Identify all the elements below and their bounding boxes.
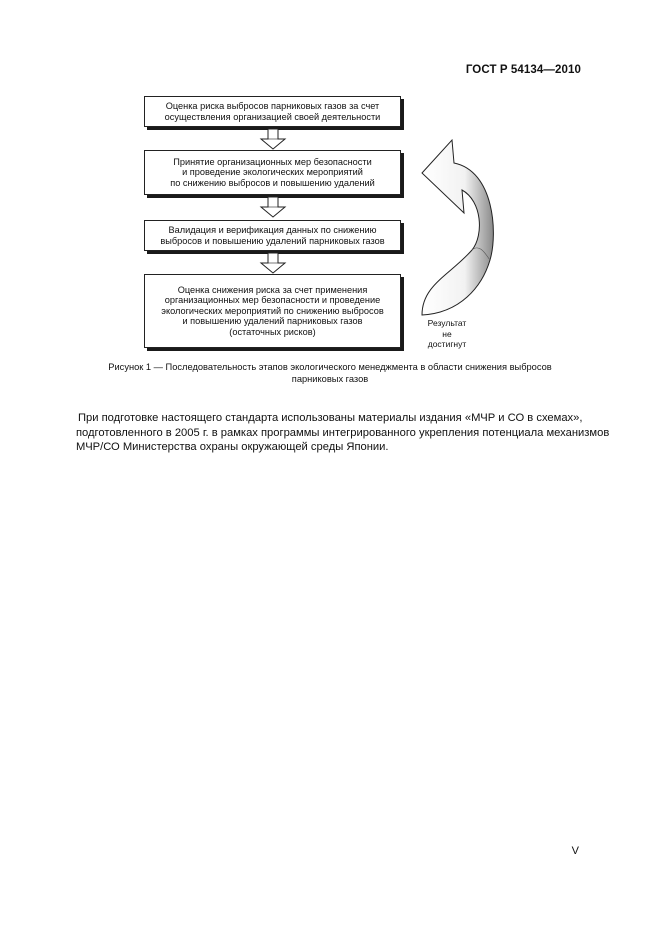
paragraph-line: МЧР/СО Министерства охраны окружающей среды Японии. — [76, 441, 389, 453]
caption-line: Рисунок 1 — Последовательность этапов экологического менеджмента в области снижения выбросов — [108, 362, 552, 372]
step-line: Оценка снижения риска за счет применения — [177, 284, 368, 295]
flow-step-validation — [144, 220, 401, 251]
figure-caption — [70, 361, 590, 385]
step-line: Принятие организационных мер безопасности — [173, 156, 372, 167]
step-line: Оценка риска выбросов парниковых газов за счет — [165, 101, 380, 112]
step-line: осуществления организацией своей деятельности — [164, 111, 381, 122]
step-line: и проведение экологических мероприятий — [182, 167, 363, 178]
caption-line: парниковых газов — [291, 374, 369, 384]
paragraph-line: При подготовке настоящего стандарта использованы материалы издания «МЧР и СО в схемах», — [78, 412, 583, 424]
down-arrow-icon — [258, 252, 288, 274]
down-arrow-icon — [258, 128, 288, 150]
step-line: организационных мер безопасности и проведение — [164, 295, 381, 306]
loop-label — [422, 318, 472, 350]
step-line: выбросов и повышению удалений парниковых газов — [160, 235, 385, 246]
flow-step-safety-measures — [144, 150, 401, 195]
feedback-loop-arrow-icon — [420, 135, 500, 320]
loop-label-line: Результат — [427, 318, 467, 328]
flow-step-residual-risk — [144, 274, 401, 348]
body-paragraph — [76, 411, 610, 455]
loop-label-line: не — [442, 328, 452, 339]
loop-label-line: достигнут — [427, 339, 467, 349]
flow-step-risk-assessment — [144, 96, 401, 127]
step-line: экологических мероприятий по снижению выбросов — [161, 305, 384, 316]
paragraph-line: подготовленного в 2005 г. в рамках программы интегрированного укрепления потенциала механизмов — [76, 426, 610, 439]
step-line: (остаточных рисков) — [229, 326, 316, 337]
step-line: по снижению выбросов и повышению удалений — [170, 177, 375, 188]
step-line: и повышению удалений парниковых газов — [182, 316, 363, 327]
step-line: Валидация и верификация данных по снижению — [168, 225, 377, 236]
page-number: V — [571, 845, 579, 857]
down-arrow-icon — [258, 196, 288, 218]
document-standard-number: ГОСТ Р 54134—2010 — [465, 64, 581, 76]
